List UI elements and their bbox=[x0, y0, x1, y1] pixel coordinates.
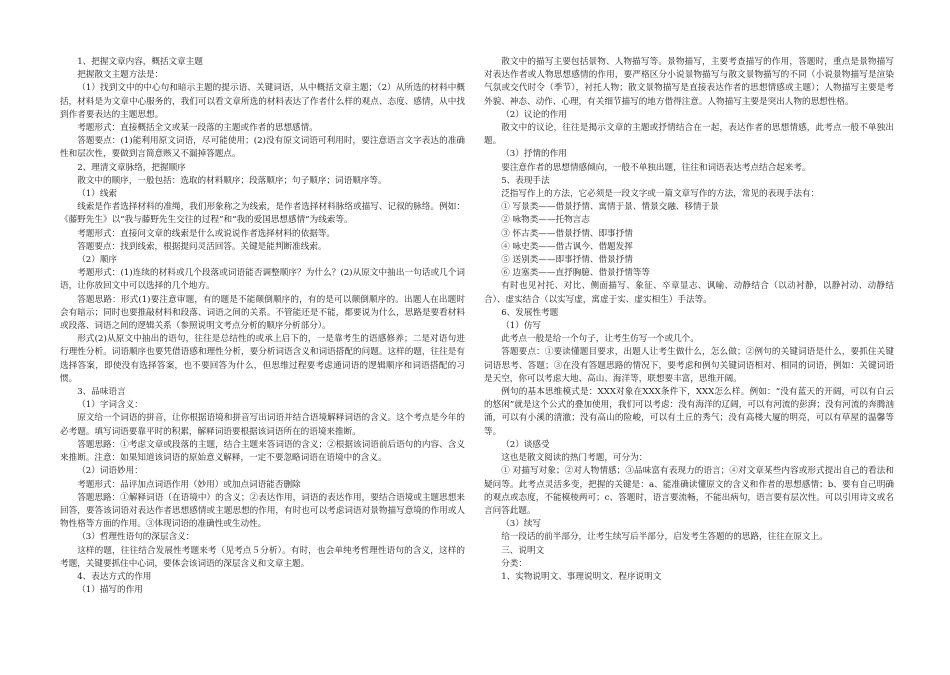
paragraph: 考题形式：(1)连续的材料或几个段落或词语能否调整顺序？为什么？(2)从原文中抽出一句话或几个词语，让你放回文中可以选择的几个地方。 bbox=[60, 268, 465, 292]
paragraph: 散文中的议论，往往是揭示文章的主题或抒情结合在一起，表达作者的思想情感，此考点一般不单独出题。 bbox=[484, 123, 894, 147]
paragraph: 考题形式：直接概括全文或某一段落的主题或作者的思想感情。 bbox=[77, 123, 318, 134]
paragraph: 给一段话的前半部分，让考生续写后半部分，启发考生答题的的思路，往往在原文上。 bbox=[501, 532, 828, 543]
paragraph: （2）顺序 bbox=[77, 255, 118, 266]
paragraph: 这也是散文阅读的热门考题，可分为： bbox=[501, 453, 648, 464]
paragraph: ⑥ 边塞类——直抒胸臆、借景抒情等等 bbox=[501, 268, 651, 279]
paragraph: 考题形式：直接问文章的线索是什么或说说作者选择材料的依据等。 bbox=[77, 228, 336, 239]
paragraph: 2、理清文章脉络，把握顺序 bbox=[77, 162, 186, 173]
paragraph: ① 写景类——借景抒情、寓情于景、情景交融、移情于景 bbox=[501, 202, 719, 213]
paragraph: 散文中的顺序，一般包括：选取的材料顺序；段落顺序；句子顺序；词语顺序等。 bbox=[77, 175, 387, 186]
paragraph: （2）词语妙用： bbox=[77, 466, 143, 477]
paragraph: 答题要点：(1)能利用原文词语，尽可能使用；(2)没有原文词语可利用时，要注意语言文字表达的准确性和层次性，要做到言简意赅又不漏掉答题点。 bbox=[60, 136, 465, 160]
paragraph: 4、表达方式的作用 bbox=[77, 571, 152, 582]
paragraph: 答题思路：①考虑文章或段落的主题，结合主题来答词语的含义；②根据该词语前后语句的内容、含义来推断。注意：如果知道该词语的原始意义解释，一定不要忽略词语在语境中的含义。 bbox=[60, 439, 465, 464]
paragraph: 答题要点：找到线索，根据提问灵活回答。关键是能判断准线索。 bbox=[77, 241, 327, 252]
paragraph: 有时也见衬托、对比、侧面描写、象征、卒章显志、讽喻、动静结合（以动衬静，以静衬动、动静结合）、虚实结合（以实写虚，寓虚于实、虚实相生）手法等。 bbox=[484, 281, 894, 305]
paragraph: （2）谈感受 bbox=[501, 439, 550, 450]
paragraph: 答题思路：形式(1)要注意审题，有的题是不能颠倒顺序的，有的是可以颠倒顺序的。出题人在出题时会有暗示；同时也要推敲材料和段落、词语之间的关系。不管能还是不能，都要说为什么，思路是要看材料或段落、词语之间的逻辑关系（参照说明文考点分析的顺序分析部分）。 bbox=[60, 294, 465, 332]
paragraph: 答题思路：①解释词语（在语境中）的含义；②表达作用，词语的表达作用，要结合语境或主题思想来回答，要答该词语对表达作者思想感情或主题思想的作用，有时也可以考虑词语对景物描写意境的作用或人物性格等方面的作用。③体现词语的准确性或生动性。 bbox=[60, 492, 465, 530]
left-text-column bbox=[60, 56, 465, 597]
paragraph: （1）找到文中的中心句和暗示主题的提示语、关键词语，从中概括文章主题；（2）从所选的材料中概括，材料是为文章中心服务的，我们可以看文章所选的材料表达了作者什么样的观点、态度、感情，从中找到作者要表达的主题思想。 bbox=[60, 83, 465, 120]
paragraph: 散文中的描写主要包括景物、人物描写等。景物描写，主要考查描写的作用，答题时，重点是景物描写对表达作者或人物思想感情的作用，要严格区分小说景物描写与散文景物描写的不同（小说景物描写是渲染气氛或交代时令（季节），衬托人物；散文景物描写是直接表达作者的思想情感或主题）；人物描写主要是考外貌、神态、动作、心理，有关细节描写的地方借得注意。人物描写主要是突出人物的思想性格。 bbox=[484, 57, 894, 107]
paragraph: 形式(2)从原文中抽出的语句，往往是总结性的或承上启下的，一是靠考生的语感修养；二是对语句进行理性分析。词语顺序也要凭借语感和理性分析，要分析词语含义和词语搭配的问题。这样的题，往往是有选择答案，即使没有选择答案，也不要回答为什么，但思维过程要考虑通词语的逻辑顺序和词语搭配的习惯。 bbox=[60, 334, 465, 384]
paragraph: 答题要点：①要读懂题目要求，出题人让考生做什么，怎么做；②例句的关键词语是什么，要抓住关键词语思考、答题；③在没有答题思路的情况下，要考虑和例句关键词语相对、相同的词语，例如：关键词语是天空，你可以考虑大地、高山、海洋等，联想要丰富，思维开阔。 bbox=[484, 347, 894, 384]
paragraph: 分类： bbox=[501, 558, 527, 569]
paragraph: （3）哲理性语句的深层含义： bbox=[77, 532, 195, 543]
paragraph: 线索是作者选择材料的准绳，我们形象称之为线索，是作者选择材料脉络或描写、记叙的脉络。例如：《藤野先生》以“我与藤野先生交往的过程”和“我的爱国思想感情”为线索等。 bbox=[60, 202, 465, 226]
paragraph: 3、品味语言 bbox=[77, 387, 126, 398]
paragraph: ③ 怀古类——借景抒情、即事抒情 bbox=[501, 228, 633, 239]
paragraph: （2）议论的作用 bbox=[501, 109, 567, 120]
paragraph: ⑤ 送别类——即事抒情、借景抒情 bbox=[501, 255, 633, 266]
paragraph: ② 咏物类——托物言志 bbox=[501, 215, 590, 226]
right-text-column bbox=[484, 56, 894, 584]
paragraph: 6、发展性考题 bbox=[501, 307, 559, 318]
paragraph: 例句的基本思维模式是：XXX对象在XXX条件下，XXX怎么样。例如：“没有蓝天的开阔，可以有白云的悠闲”就是这个公式的叠加使用，我们可以考虑：没有海洋的辽阔，可以有河流的彭湃；没有河流的奔腾汹涌，可以有小溪的清澈；没有高山的险峻，可以有土丘的秀气；没有高楼大厦的明亮，可以有草屋的温馨等等。 bbox=[484, 387, 894, 437]
paragraph: 1、把握文章内容，概括文章主题 bbox=[77, 57, 203, 67]
paragraph: ① 对描写对象；②对人物情感；③品味富有表现力的语言；④对文章某些内容或形式提出自己的看法和疑问等。此考点灵活多变，把握的关键是：a、能准确读懂原文的含义和作者的思想感情；b、要有自己明确的观点或态度，不能模棱两可；c、答题时，语言要流畅，不能出病句，语言要有层次性。可以引用诗文或名言问答此题。 bbox=[484, 466, 894, 516]
paragraph: （1）仿写 bbox=[501, 321, 542, 332]
paragraph: 此考点一般是给一个句子，让考生仿写一个或几个。 bbox=[501, 334, 699, 345]
paragraph: 原文给一个词语的拼音，让你根据语境和拼音写出词语并结合语境解释词语的含义。这个考点是今年的必考题。填写词语要靠平时的积累，解释词语要根据该词语所在的语境来推断。 bbox=[60, 413, 465, 437]
paragraph: 把握散文主题方法是： bbox=[77, 70, 164, 81]
paragraph: 三、说明文 bbox=[501, 545, 545, 556]
paragraph: 5、表现手法 bbox=[501, 175, 550, 186]
paragraph: （1）字词含义： bbox=[77, 400, 143, 411]
paragraph: 要注意作者的思想情感倾向，一般不单独出题，往往和词语表达考点结合起来考。 bbox=[501, 162, 811, 173]
paragraph: 1、实物说明文、事理说明文、程序说明文 bbox=[501, 571, 662, 582]
paragraph: （1）描写的作用 bbox=[77, 585, 143, 596]
paragraph: 考题形式：品评加点词语作用（妙用）或加点词语能否删除 bbox=[77, 479, 301, 490]
paragraph: （1）线索 bbox=[77, 189, 118, 200]
paragraph: （3）抒情的作用 bbox=[501, 149, 567, 160]
paragraph: 这样的题，往往结合发展性考题来考（见考点５分析）。有时，也会单纯考哲理性语句的含义，这样的考题，关键要抓住中心词，要体会该词语的深层含义和文章主题。 bbox=[60, 545, 465, 569]
paragraph: （3）续写 bbox=[501, 519, 542, 530]
paragraph: 泛指写作上的方法，它必须是一段文字或一篇文章写作的方法，常见的表现手法有： bbox=[501, 189, 820, 200]
paragraph: ④ 咏史类——借古讽今、借题发挥 bbox=[501, 241, 633, 252]
